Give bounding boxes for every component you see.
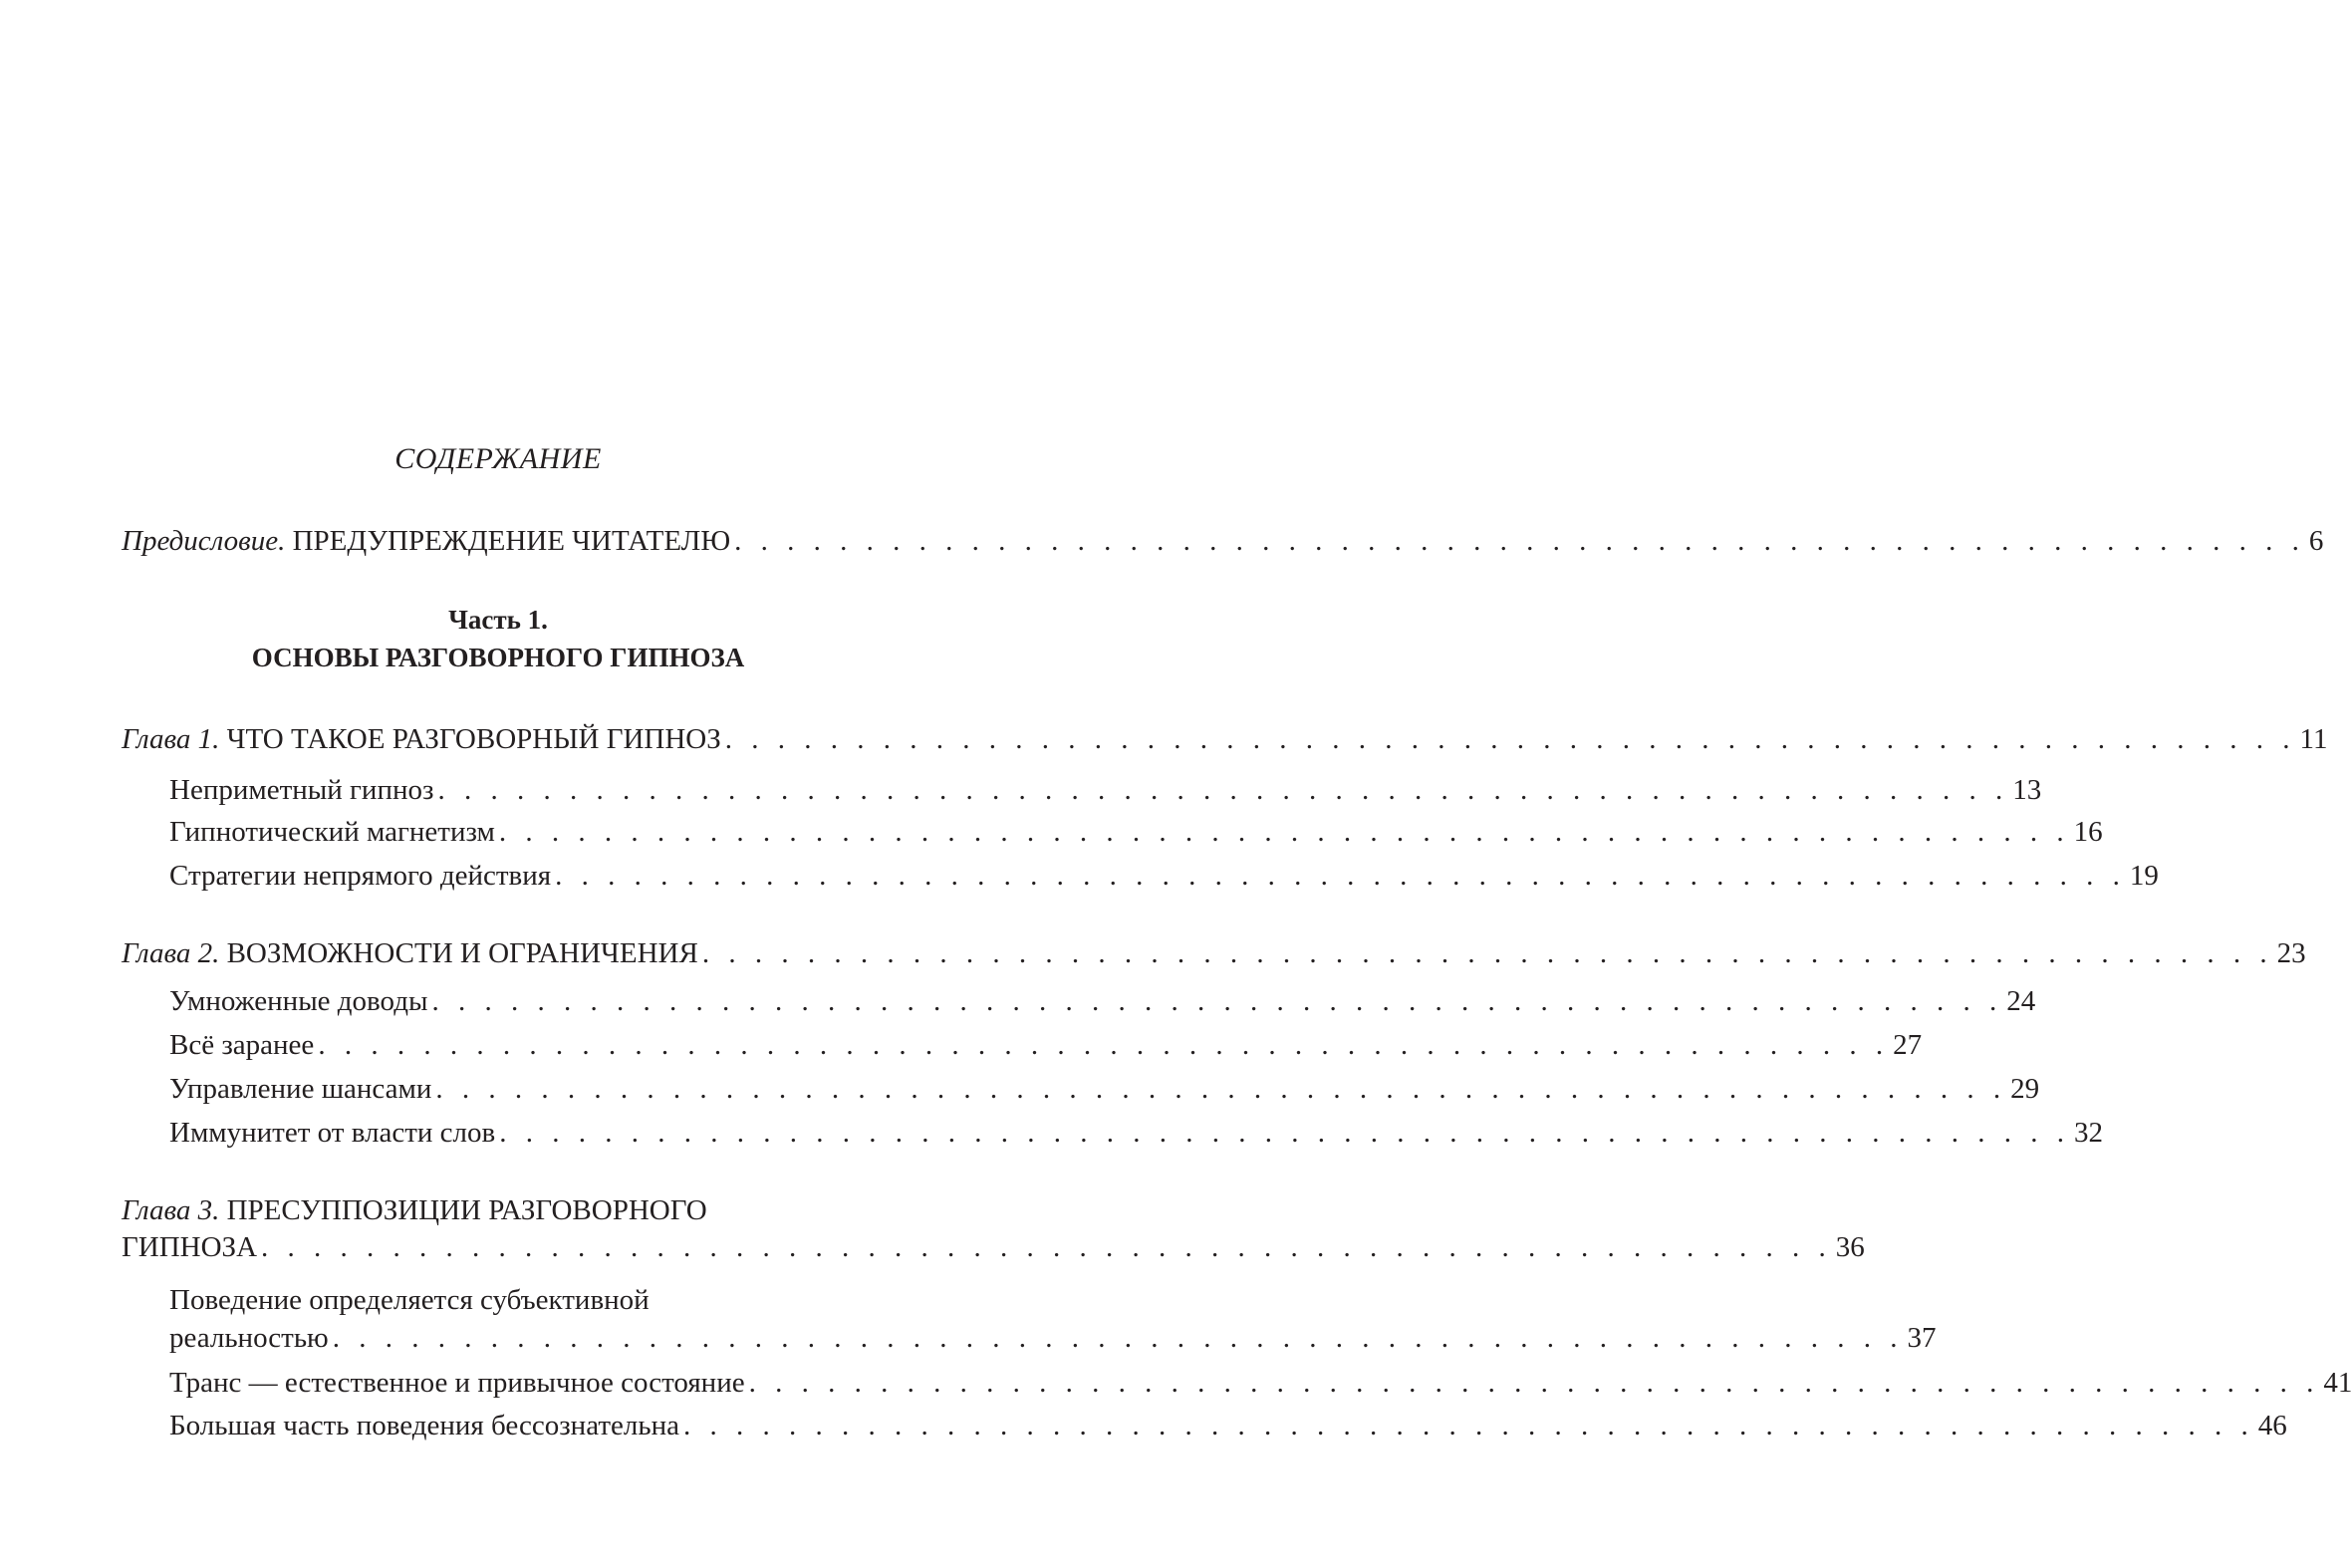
entry-title: Гипнотический магнетизм [169,816,495,848]
dot-leader: . . . . . . . . . . . . . . . . . . . . . . . . . . . . . . . . . . . . . . . . . . . . . . . . . . . . . . . . . . . . [318,1029,1890,1061]
part-number: Часть 1. [448,605,548,635]
toc-entry-chapter-3[interactable] [122,1228,1865,1266]
page-number: 32 [2073,1117,2103,1149]
page-number: 29 [2010,1073,2040,1105]
entry-title: Неприметный гипноз [169,774,434,806]
toc-entry-section[interactable] [169,1364,2352,1402]
dot-leader: . . . . . . . . . . . . . . . . . . . . . . . . . . . . . . . . . . . . . . . . . . . . . . . . . . . . . . . . . . . . [734,525,2305,557]
entry-title-continued: ГИПНОЗА [122,1231,258,1263]
page-number: 37 [1907,1322,1937,1354]
page-number: 27 [1893,1029,1923,1061]
entry-title: ПРЕДУПРЕЖДЕНИЕ ЧИТАТЕЛЮ [292,525,731,557]
toc-entry-preface[interactable] [122,522,2324,560]
entry-label [122,934,698,972]
page-number: 13 [2012,774,2042,806]
dot-leader: . . . . . . . . . . . . . . . . . . . . . . . . . . . . . . . . . . . . . . . . . . . . . . . . . . . . . . . . . . . . [748,1367,2320,1399]
entry-label [122,522,730,560]
entry-title: Большая часть поведения бессознательна [169,1410,679,1441]
entry-title: ПРЕСУППОЗИЦИИ РАЗГОВОРНОГО [226,1194,707,1226]
dot-leader: . . . . . . . . . . . . . . . . . . . . . . . . . . . . . . . . . . . . . . . . . . . . . . . . . . . . . . . . . . . . [261,1231,1832,1263]
dot-leader: . . . . . . . . . . . . . . . . . . . . . . . . . . . . . . . . . . . . . . . . . . . . . . . . . . . . . . . . . . . . [498,816,2070,848]
dot-leader: . . . . . . . . . . . . . . . . . . . . . . . . . . . . . . . . . . . . . . . . . . . . . . . . . . . . . . . . . . . . [435,1073,2007,1105]
entry-prefix: Глава 3. [122,1194,220,1226]
toc-entry-chapter-1[interactable] [122,720,2328,758]
chapter-3-title-line1[interactable] [122,1191,707,1229]
entry-title: Управление шансами [169,1073,432,1105]
entry-title: Иммунитет от власти слов [169,1117,496,1149]
entry-title: ВОЗМОЖНОСТИ И ОГРАНИЧЕНИЯ [226,937,698,969]
toc-entry-section[interactable] [169,1407,2287,1444]
toc-entry-section[interactable] [169,1070,2040,1108]
entry-title: Умноженные доводы [169,985,428,1017]
toc-entry-section[interactable] [169,1114,2103,1152]
entry-title: Стратегии непрямого действия [169,860,552,892]
entry-prefix: Предисловие. [122,525,286,557]
toc-entry-section[interactable] [169,1319,1937,1357]
toc-entry-section[interactable] [169,857,2159,895]
dot-leader: . . . . . . . . . . . . . . . . . . . . . . . . . . . . . . . . . . . . . . . . . . . . . . . . . . . . . . . . . . . . [682,1410,2254,1441]
page-number: 16 [2073,816,2103,848]
dot-leader: . . . . . . . . . . . . . . . . . . . . . . . . . . . . . . . . . . . . . . . . . . . . . . . . . . . . . . . . . . . . [724,723,2296,755]
dot-leader: . . . . . . . . . . . . . . . . . . . . . . . . . . . . . . . . . . . . . . . . . . . . . . . . . . . . . . . . . . . . [555,860,2126,892]
entry-title: ЧТО ТАКОЕ РАЗГОВОРНЫЙ ГИПНОЗ [226,723,721,755]
toc-entry-section[interactable] [169,982,2036,1020]
toc-title: СОДЕРЖАНИЕ [394,442,602,475]
page-number: 11 [2299,723,2328,755]
page-number: 24 [2006,985,2036,1017]
toc-entry-chapter-2[interactable] [122,934,2306,972]
page-number: 46 [2257,1410,2287,1441]
entry-prefix: Глава 1. [122,723,220,755]
part-title: ОСНОВЫ РАЗГОВОРНОГО ГИПНОЗА [251,643,745,672]
dot-leader: . . . . . . . . . . . . . . . . . . . . . . . . . . . . . . . . . . . . . . . . . . . . . . . . . . . . . . . . . . . . [499,1117,2070,1149]
page-number: 6 [2308,525,2324,557]
dot-leader: . . . . . . . . . . . . . . . . . . . . . . . . . . . . . . . . . . . . . . . . . . . . . . . . . . . . . . . . . . . . [437,774,2009,806]
section-title-line1[interactable]: Поведение определяется субъективной [169,1284,650,1316]
page-number: 23 [2276,937,2306,969]
entry-title: Всё заранее [169,1029,315,1061]
page-number: 41 [2323,1367,2352,1399]
dot-leader: . . . . . . . . . . . . . . . . . . . . . . . . . . . . . . . . . . . . . . . . . . . . . . . . . . . . . . . . . . . . [701,937,2273,969]
entry-prefix: Глава 2. [122,937,220,969]
toc-entry-section[interactable] [169,1026,1923,1064]
toc-entry-section[interactable] [169,771,2042,809]
dot-leader: . . . . . . . . . . . . . . . . . . . . . . . . . . . . . . . . . . . . . . . . . . . . . . . . . . . . . . . . . . . . [431,985,2003,1017]
dot-leader: . . . . . . . . . . . . . . . . . . . . . . . . . . . . . . . . . . . . . . . . . . . . . . . . . . . . . . . . . . . . [332,1322,1904,1354]
toc-entry-section[interactable] [169,813,2103,851]
page-number: 36 [1835,1231,1865,1263]
entry-title: Транс — естественное и привычное состояние [169,1367,745,1399]
entry-title-continued: реальностью [169,1322,329,1354]
page-number: 19 [2129,860,2159,892]
entry-label [122,720,721,758]
